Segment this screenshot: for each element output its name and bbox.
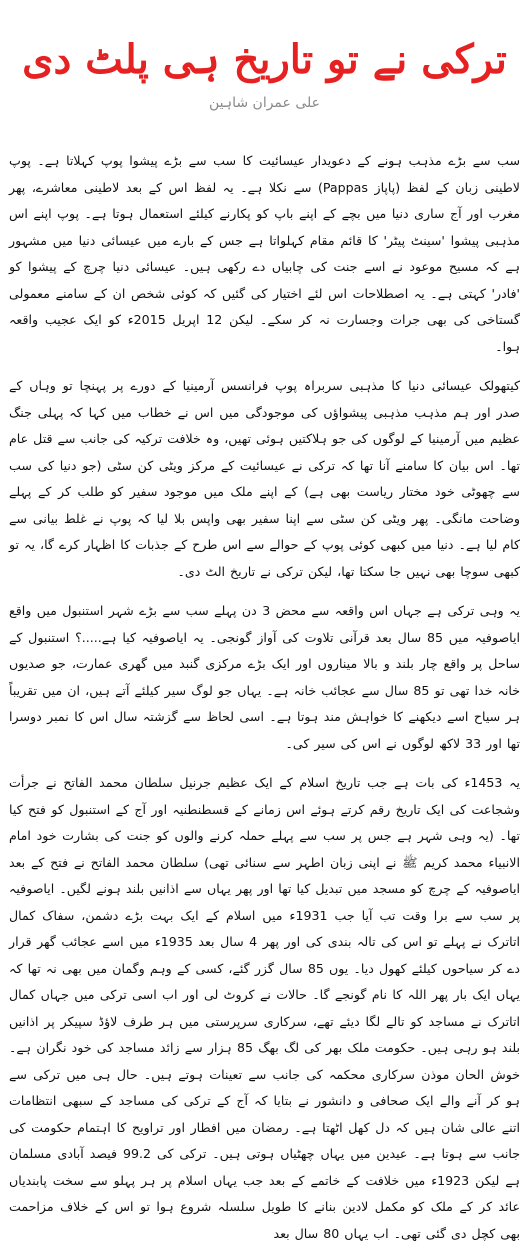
article-body [9, 148, 520, 1260]
article-title: ترکی نے تو تاریخ ہی پلٹ دی [22, 36, 507, 83]
paragraph-history: یہ 1453ء کی بات ہے جب تاریخ اسلام کے ایک عظیم جرنیل سلطان محمد الفاتح نے جرأت وشجاعت کی ایک تاریخ رقم کرتے ہوئے اس زمانے کے قسطنطنیہ اور آج کے استنبول کو فتح کیا تھا۔ (یہ وہی شہر ہے جس پر سب سے پہلے حملہ کرنے والوں کو جنت کی بشارت خود امام الانبیاء محمد کریم ﷺ نے اپنی زبان اطہر سے سنائی تھی) سلطان محمد الفاتح نے فتح کے بعد ایاصوفیہ کے چرچ کو مسجد میں تبدیل کیا تھا اور پھر یہاں سے اذانیں بلند ہونے لگیں۔ ایاصوفیہ پر سب سے برا وقت تب آیا جب 1931ء میں اسلام کے ایک بہت بڑے دشمن، سفاک کمال اتاترک نے پہلے تو اس کی تالہ بندی کی اور پھر 4 سال بعد 1935ء میں اسے عجائب گھر قرار دے کر سیاحوں کیلئے کھول دیا۔ یوں 85 سال گزر گئے، کسی کے وہم وگمان میں بھی نہ تھا کہ یہاں ایک بار پھر اللہ کا نام گونجے گا۔ حالات نے کروٹ لی اور اب اسی ترکی میں جہاں کمال اتاترک نے مساجد کو تالے لگا دیئے تھے، سرکاری سرپرستی میں ہر طرف لاؤڈ سپیکر پر اذانیں بلند ہو رہی ہیں۔ حکومت ملک بھر کی لگ بھگ 85 ہزار سے زائد مساجد کی خود نگران ہے۔ خوش الحان موذن سرکاری محکمہ کی جانب سے تعینات ہوتے ہیں۔ حال ہی میں ترکی سے ہو کر آنے والے ایک صحافی و دانشور نے بتایا کہ آج کے ترکی کی مساجد کے سبھی انتظامات اتنے عالی شان ہیں کہ دل کھل اٹھتا ہے۔ رمضان میں افطار اور تراویح کا اہتمام حکومت کی جانب سے ہوتا ہے۔ عیدین میں یہاں چھٹیاں ہوتی ہیں۔ ترکی کی 99.2 فیصد آبادی مسلمان ہے لیکن 1923ء میں خلافت کے خاتمے کے بعد جب یہاں اسلام پر ہر پہلو سے سخت پابندیاں عائد کر کے ملک کو مکمل لادین بنانے کا طویل سلسلہ شروع ہوا تو اس کے خلاف مزاحمت بھی کچل دی گئی تھی۔ اب یہاں 80 سال بعد [9, 775, 521, 1241]
paragraph-hagia-sophia: یہ وہی ترکی ہے جہاں اس واقعہ سے محض 3 دن پہلے سب سے بڑے شہر استنبول میں واقع ایاصوفیہ میں 85 سال بعد قرآنی تلاوت کی آواز گونجی۔ یہ ایاصوفیہ کیا ہے.....؟ استنبول کے ساحل پر واقع چار بلند و بالا میناروں اور ایک بڑے مرکزی گنبد میں گھری عمارت، جو صدیوں خانہ خدا تھی تو 85 سال سے عجائب خانہ ہے۔ یہاں جو لوگ سیر کیلئے آتے ہیں، ان میں تقریباً ہر سیاح اسے دیکھنے کا خواہش مند ہوتا ہے۔ اسی لحاظ سے گزشتہ سال اس کا نمبر دوسرا تھا اور 33 لاکھ لوگوں نے اس کی سیر کی۔ [9, 603, 520, 751]
paragraph-pope-armenia: کیتھولک عیسائی دنیا کا مذہبی سربراہ پوپ فرانسس آرمینیا کے دورے پر پہنچا تو وہاں کے صدر اور ہم مذہب مذہبی پیشواؤں کی موجودگی میں اس نے خطاب میں کہا کہ پہلی جنگ عظیم میں آرمینیا کے لوگوں کی جو ہلاکتیں ہوئی تھیں، وہ خلافت ترکیہ کی جانب سے قتل عام تھا۔ اس بیان کا سامنے آنا تھا کہ ترکی نے عیسائیت کے مرکز ویٹی کن سٹی (جو دنیا کی سب سے چھوٹی خود مختار ریاست بھی ہے) کے اپنے ملک میں موجود سفیر کو طلب کر کے پہلے وضاحت مانگی۔ پھر ویٹی کن سٹی سے اپنا سفیر بھی واپس بلا لیا کہ پوپ نے غلط بیانی سے کام لیا ہے۔ دنیا میں کبھی کوئی پوپ کے حوالے سے اس طرح کے جذبات کا اظہار کرے گا، یہ تو کبھی سوچا بھی نہیں جا سکتا تھا، لیکن ترکی نے تاریخ الٹ دی۔ [9, 378, 520, 579]
paragraph-intro: سب سے بڑے مذہب ہونے کے دعویدار عیسائیت کا سب سے بڑے پیشوا پوپ کہلاتا ہے۔ پوپ لاطینی زبان کے لفظ (پاپاز Pappas) سے نکلا ہے۔ یہ لفظ اس کے بعد لاطینی معاشرے، پھر مغرب اور آج ساری دنیا میں بچے کے اپنے باپ کو پکارنے کیلئے استعمال ہوتا ہے۔ پوپ اپنے اس مذہبی پیشوا 'سینٹ پیٹر' کا قائم مقام کہلواتا ہے جس کے بارے میں عیسائی دنیا میں مشہور ہے کہ مسیح موعود نے اسے جنت کی چابیاں دے رکھی ہیں۔ عیسائی دنیا چرچ کے پیشوا کو 'فادر' کہتی ہے۔ یہ اصطلاحات اس لئے اختیار کی گئیں کہ کوئی شخص ان کے سامنے معمولی گستاخی کی بھی جرات وجسارت نہ کر سکے۔ لیکن 12 اپریل 2015ء کو ایک عجیب واقعہ ہوا۔ [9, 153, 520, 354]
author-byline: علی عمران شاہین [209, 95, 320, 111]
